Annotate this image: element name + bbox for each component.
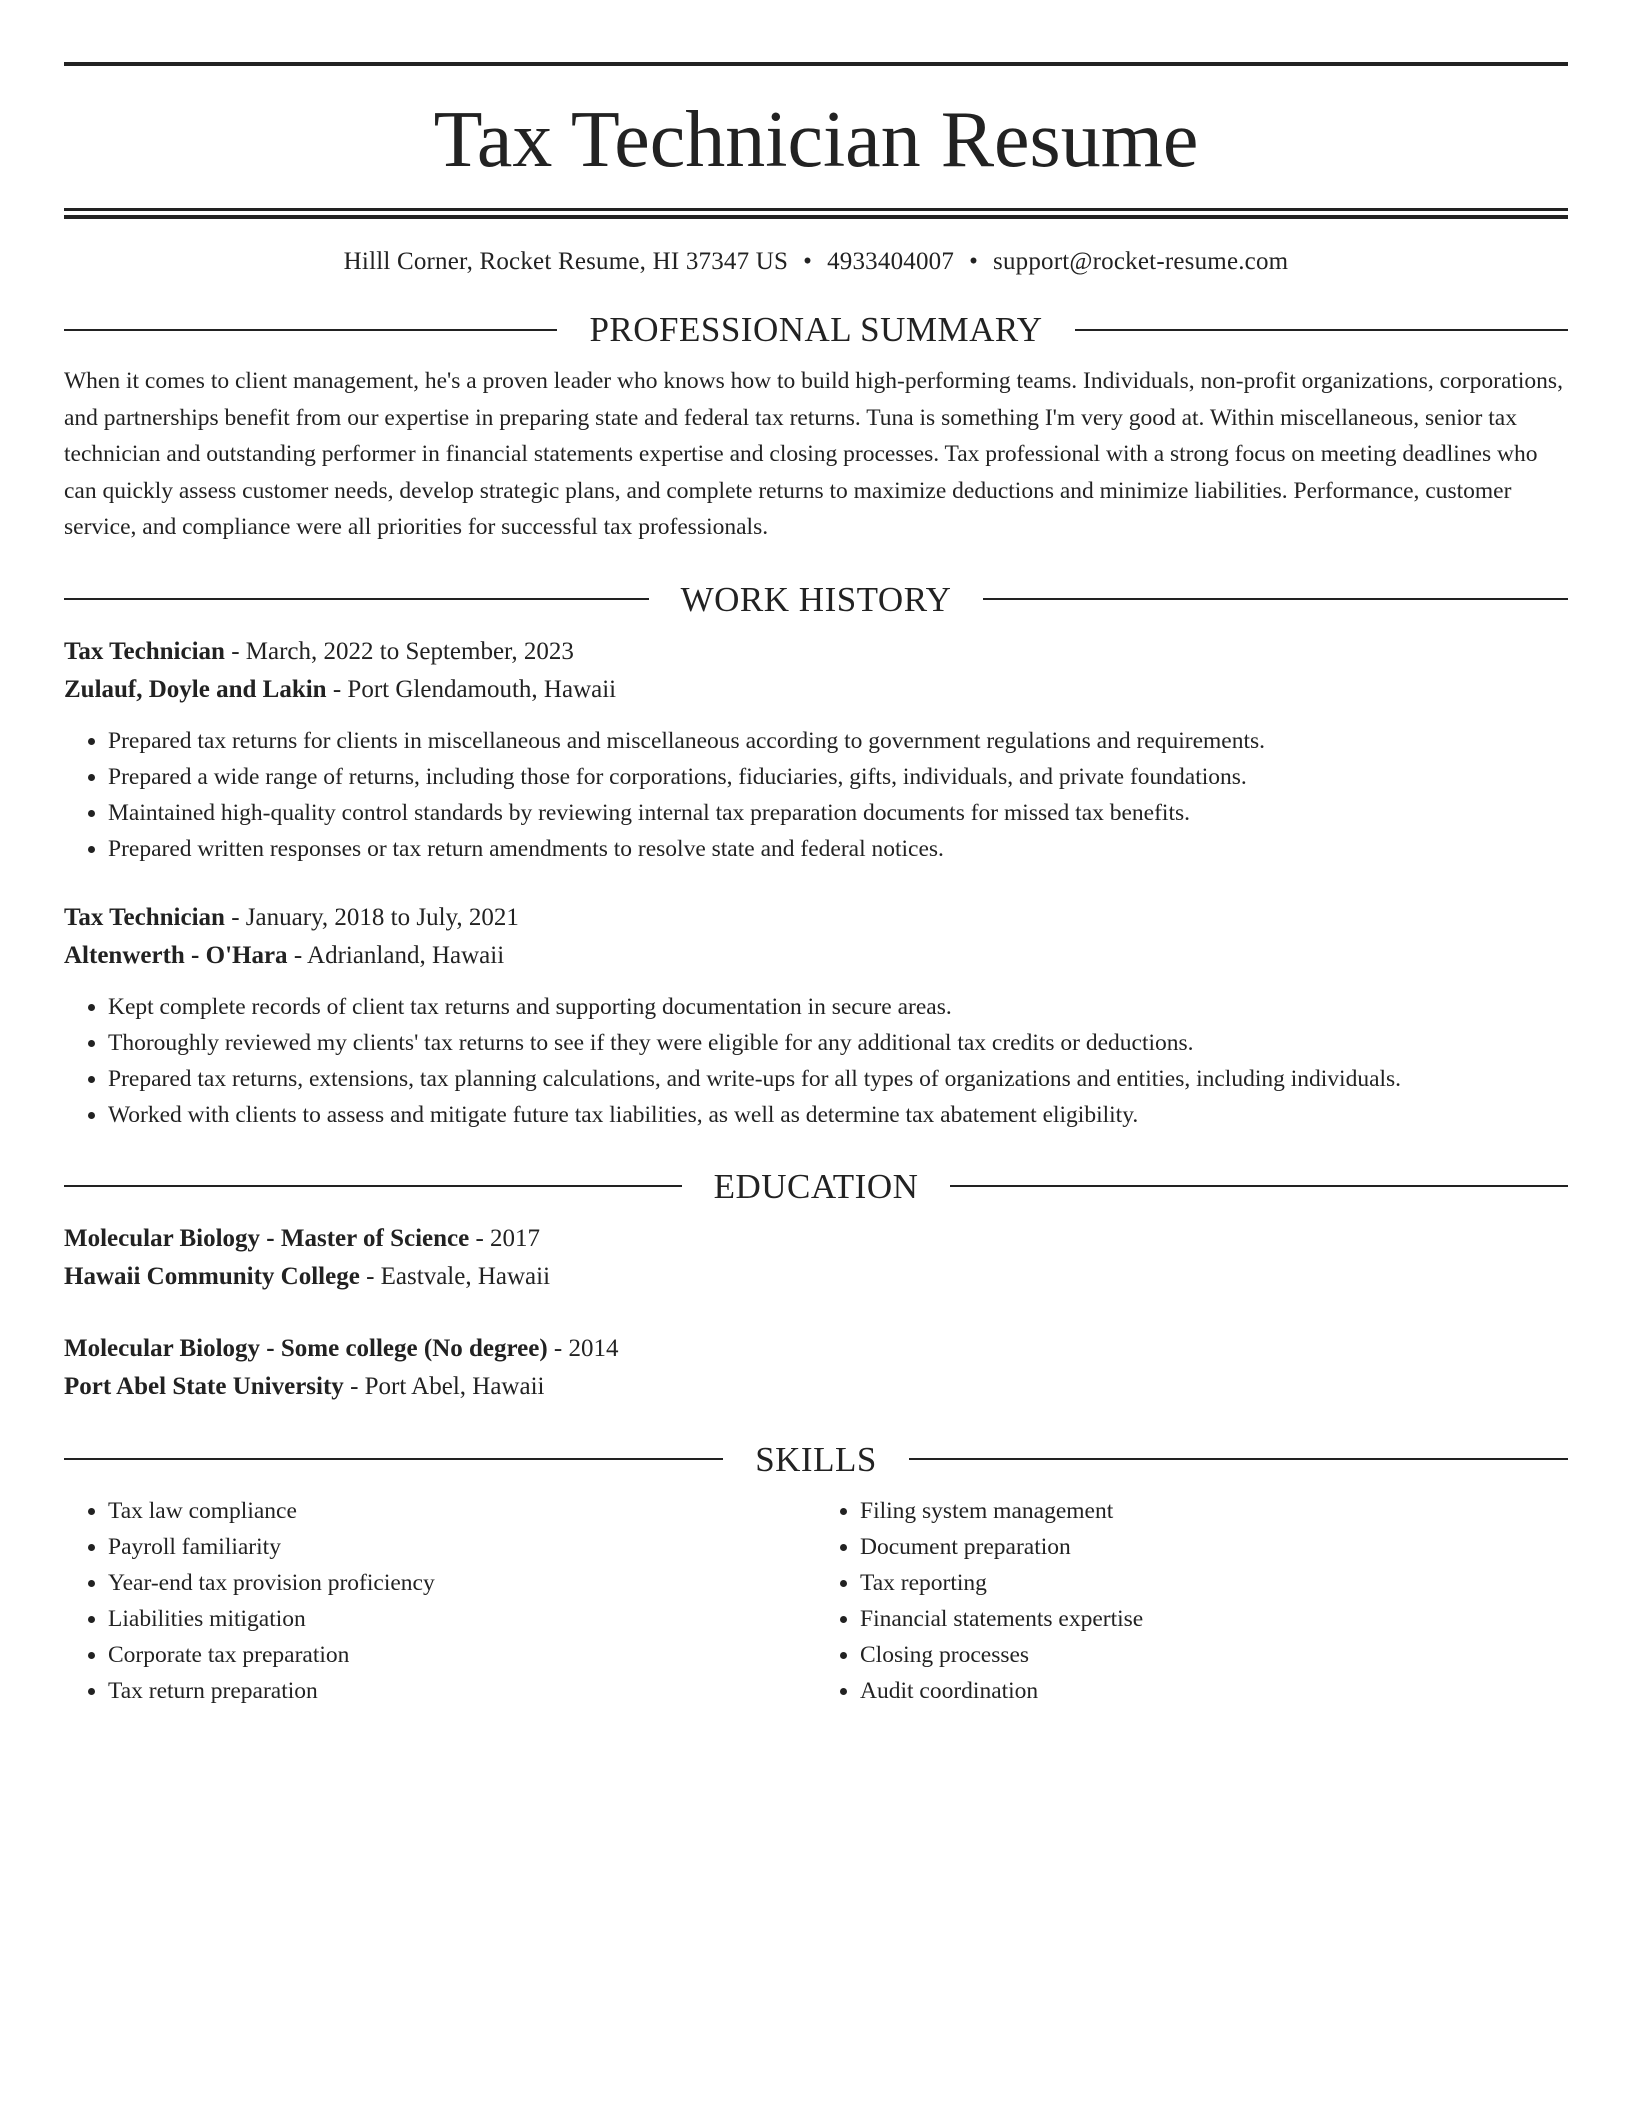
heading-rule-left — [64, 1458, 723, 1460]
job-bullet: • Maintained high-quality control standards by reviewing internal tax preparation documents for missed tax benefits. — [108, 795, 1568, 831]
heading-rule-right — [1075, 329, 1568, 331]
education-entry — [64, 1220, 1568, 1296]
job-dates: - January, 2018 to July, 2021 — [224, 903, 519, 931]
job-title-line — [64, 633, 1568, 671]
heading-rule-right — [983, 598, 1568, 600]
job-company: Altenwerth - O'Hara — [64, 941, 288, 969]
job-entry — [64, 899, 1568, 1133]
heading-rule-right — [909, 1458, 1568, 1460]
job-company-line — [64, 671, 1568, 709]
summary-heading-label: PROFESSIONAL SUMMARY — [589, 310, 1043, 349]
contact-email: support@rocket-resume.com — [993, 248, 1289, 275]
skills-columns — [64, 1493, 1568, 1709]
summary-heading — [64, 312, 1568, 347]
job-entry — [64, 633, 1568, 867]
skill-item: • Tax reporting — [860, 1565, 1568, 1601]
education-entry — [64, 1330, 1568, 1406]
job-bullets — [108, 989, 1568, 1133]
skill-item: • Audit coordination — [860, 1673, 1568, 1709]
summary-text: When it comes to client management, he's a proven leader who knows how to build high-performing teams. Individuals, non-profit organizations, corporations, and partnerships benefit from our expertise in preparing state and federal tax returns. Tuna is something I'm very good at. Within miscellaneous, senior tax technician and outstanding performer in financial statements expertise and closing processes. Tax professional with a strong focus on meeting deadlines who can quickly assess customer needs, develop strategic plans, and complete returns to maximize deductions and minimize liabilities. Performance, customer service, and compliance were all priorities for successful tax professionals. — [64, 368, 1563, 540]
education-school-line — [64, 1258, 1568, 1296]
job-title: Tax Technician — [64, 903, 225, 931]
education-heading — [64, 1166, 1568, 1206]
education-heading-label: EDUCATION — [713, 1166, 919, 1206]
job-dates: - March, 2022 to September, 2023 — [224, 637, 574, 665]
skill-item: • Closing processes — [860, 1637, 1568, 1673]
job-bullet: • Prepared written responses or tax return amendments to resolve state and federal notices. — [108, 831, 1568, 867]
job-bullet: • Prepared tax returns, extensions, tax planning calculations, and write-ups for all types of organizations and entities, including individuals. — [108, 1061, 1568, 1097]
skill-item: • Liabilities mitigation — [108, 1601, 816, 1637]
skill-item: • Filing system management — [860, 1493, 1568, 1529]
work-heading-label: WORK HISTORY — [680, 579, 952, 619]
work-heading — [64, 579, 1568, 619]
job-bullet: • Worked with clients to assess and mitigate future tax liabilities, as well as determine tax abatement eligibility. — [108, 1097, 1568, 1133]
heading-rule-left — [64, 1185, 682, 1187]
top-rule — [64, 62, 1568, 66]
title-double-rule — [64, 208, 1568, 219]
skill-item: • Corporate tax preparation — [108, 1637, 816, 1673]
contact-address: Hilll Corner, Rocket Resume, HI 37347 US — [343, 248, 789, 275]
job-location: - Port Glendamouth, Hawaii — [326, 675, 617, 703]
heading-rule-left — [64, 598, 649, 600]
education-degree: Molecular Biology - Some college (No degree) — [64, 1334, 548, 1362]
education-location: - Port Abel, Hawaii — [343, 1372, 545, 1400]
education-degree-line — [64, 1330, 1568, 1368]
education-degree-line — [64, 1220, 1568, 1258]
page-title: Tax Technician Resume — [433, 96, 1199, 184]
education-school-line — [64, 1368, 1568, 1406]
skill-item: • Document preparation — [860, 1529, 1568, 1565]
skill-item: • Payroll familiarity — [108, 1529, 816, 1565]
skill-item: • Financial statements expertise — [860, 1601, 1568, 1637]
contact-separator: • — [969, 248, 979, 275]
contact-line — [64, 248, 1568, 276]
skill-item: • Tax law compliance — [108, 1493, 816, 1529]
job-bullets — [108, 723, 1568, 867]
job-bullet: • Kept complete records of client tax returns and supporting documentation in secure areas. — [108, 989, 1568, 1025]
skill-item: • Year-end tax provision proficiency — [108, 1565, 816, 1601]
education-year: - 2014 — [547, 1334, 619, 1362]
skills-list-left — [108, 1493, 816, 1709]
education-year: - 2017 — [469, 1224, 541, 1252]
heading-rule-right — [950, 1185, 1568, 1187]
skills-heading — [64, 1439, 1568, 1479]
job-title: Tax Technician — [64, 637, 225, 665]
skills-heading-label: SKILLS — [755, 1439, 877, 1479]
job-location: - Adrianland, Hawaii — [287, 941, 505, 969]
skills-list-right — [860, 1493, 1568, 1709]
job-company-line — [64, 937, 1568, 975]
contact-phone: 4933404007 — [827, 248, 955, 275]
job-bullet: • Prepared tax returns for clients in miscellaneous and miscellaneous according to government regulations and requirements. — [108, 723, 1568, 759]
job-title-line — [64, 899, 1568, 937]
education-location: - Eastvale, Hawaii — [359, 1262, 551, 1290]
job-bullet: • Prepared a wide range of returns, including those for corporations, fiduciaries, gifts, individuals, and private foundations. — [108, 759, 1568, 795]
skill-item: • Tax return preparation — [108, 1673, 816, 1709]
education-school: Hawaii Community College — [64, 1262, 360, 1290]
job-company: Zulauf, Doyle and Lakin — [64, 675, 327, 703]
job-bullet: • Thoroughly reviewed my clients' tax returns to see if they were eligible for any additional tax credits or deductions. — [108, 1025, 1568, 1061]
education-degree: Molecular Biology - Master of Science — [64, 1224, 470, 1252]
education-school: Port Abel State University — [64, 1372, 344, 1400]
contact-separator: • — [803, 248, 813, 275]
heading-rule-left — [64, 329, 557, 331]
